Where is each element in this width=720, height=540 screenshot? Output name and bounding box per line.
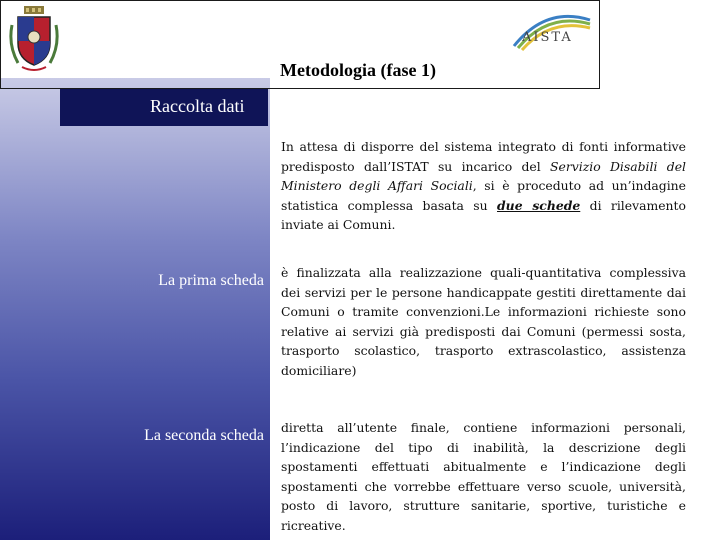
intro-paragraph <box>281 137 686 235</box>
row-label-second: La seconda scheda <box>144 427 264 444</box>
section-label: Raccolta dati <box>150 96 245 116</box>
coat-of-arms-logo <box>8 5 60 73</box>
sidebar-gradient <box>0 78 270 540</box>
intro-text-3: , si è proceduto ad un’indagine statistica complessa basata su <box>281 178 686 213</box>
intro-text-underlined: due schede <box>497 197 581 213</box>
aista-logo-text: AISTA <box>522 30 573 45</box>
intro-text-italic: Servizio Disabili del Ministero degli Affari Sociali <box>281 158 686 193</box>
row-text-first: è finalizzata alla realizzazione quali-quantitativa complessiva dei servizi per le persone handicappate gestiti direttamente dai Comuni o tramite convenzioni.Le informazioni richieste sono relative ai servizi già predisposti dai Comuni (permessi sosta, trasporto scolastico, trasporto extrascolastico, assistenza domiciliare) <box>281 265 686 378</box>
intro-text-1: In attesa di disporre del sistema integrato di fonti informative predisposto dall’ISTAT su incarico del <box>281 139 686 174</box>
intro-text-5: di rilevamento inviate ai Comuni. <box>281 197 686 232</box>
row-label-first: La prima scheda <box>158 272 264 289</box>
row-text-second: diretta all’utente finale, contiene informazioni personali, l’indicazione del tipo di inabilità, la descrizione degli spostamenti effettuati abitualmente e l’indicazione degli spostamenti che vorrebbe effettuare verso scuole, università, posto di lavoro, strutture sanitarie, sportive, turistiche e ricreative. <box>281 420 686 533</box>
page-title: Metodologia (fase 1) <box>280 60 436 80</box>
